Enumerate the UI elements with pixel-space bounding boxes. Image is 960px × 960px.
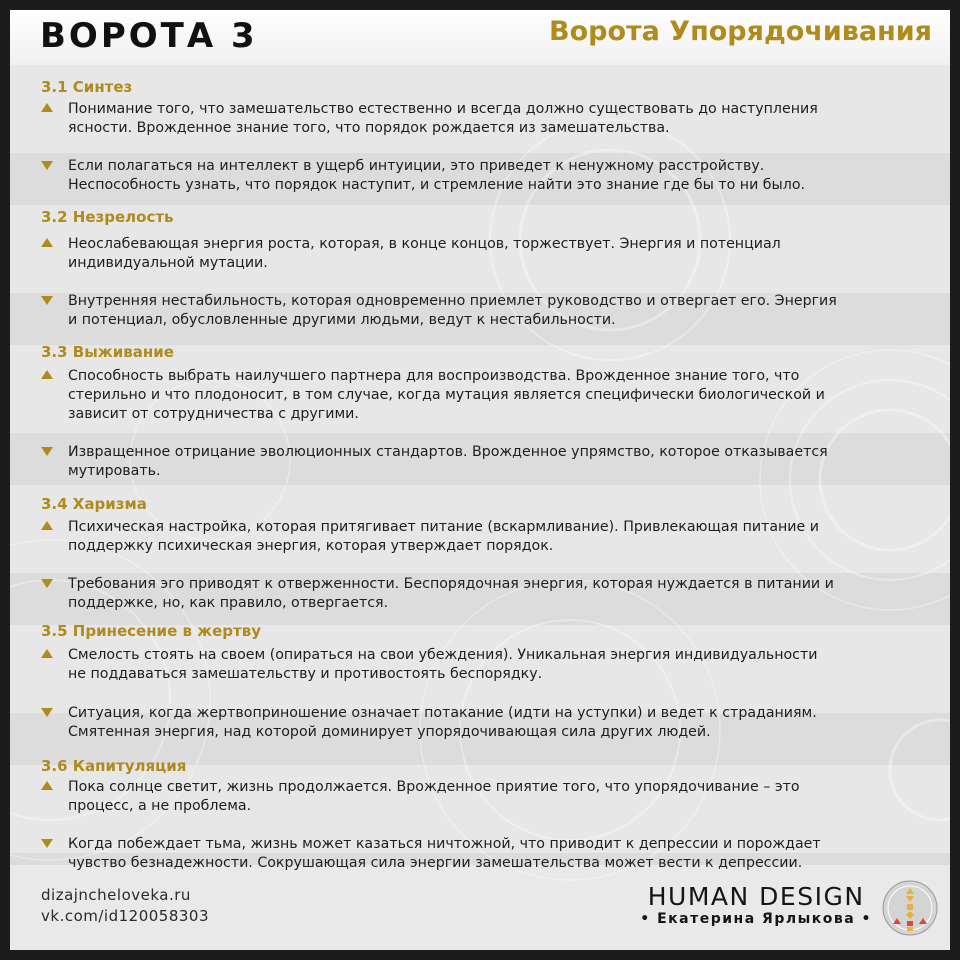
triangle-down-icon <box>41 161 53 170</box>
vk-link[interactable]: vk.com/id120058303 <box>41 907 210 925</box>
line-text: Когда побеждает тьма, жизнь может казаться ничтожной, что приводит к депрессии и порождает чувство безнадежности. Сокрушающая сила энергии замешательства может вести к депрессии. <box>68 836 821 871</box>
section-heading: 3.1 Синтез <box>41 78 133 96</box>
page-subtitle: Ворота Упорядочивания <box>549 16 932 47</box>
triangle-down-icon <box>41 839 53 848</box>
triangle-down-icon <box>41 579 53 588</box>
section-heading: 3.6 Капитуляция <box>41 757 187 775</box>
brand-block <box>640 883 872 927</box>
line-text: Пока солнце светит, жизнь продолжается. Врожденное приятие того, что упорядочивание – это процесс, а не проблема. <box>68 779 800 814</box>
triangle-up-icon <box>41 103 53 112</box>
line-text: Способность выбрать наилучшего партнера для воспроизводства. Врожденное знание того, что стерильно и что плодоносит, в том случае, когда мутация является специфически биологической и зависит от сотрудничества с другими. <box>68 368 825 422</box>
line-text: Ситуация, когда жертвоприношение означает потакание (идти на уступки) и ведет к страданиям. Смятенная энергия, над которой доминирует упорядочивающая сила других людей. <box>68 705 817 740</box>
triangle-up-icon <box>41 370 53 379</box>
line-text: Понимание того, что замешательство естественно и всегда должно существовать до наступления ясности. Врожденное знание того, что порядок рождается из замешательства. <box>68 101 818 136</box>
line-text: Смелость стоять на своем (опираться на свои убеждения). Уникальная энергия индивидуальности не поддаваться замешательству и противостоять беспорядку. <box>68 647 818 682</box>
line-text: Извращенное отрицание эволюционных стандартов. Врожденное упрямство, которое отказывается мутировать. <box>68 444 828 479</box>
triangle-down-icon <box>41 296 53 305</box>
bodygraph-logo-icon <box>882 880 938 936</box>
triangle-up-icon <box>41 781 53 790</box>
triangle-up-icon <box>41 521 53 530</box>
triangle-down-icon <box>41 708 53 717</box>
line-text: Внутренняя нестабильность, которая одновременно приемлет руководство и отвергает его. Энергия и потенциал, обусловленные другими людьми, ведут к нестабильности. <box>68 293 837 328</box>
section-heading: 3.4 Харизма <box>41 495 147 513</box>
page-frame <box>10 10 950 950</box>
contact-info <box>41 885 209 927</box>
brand-name: HUMAN DESIGN <box>647 882 865 911</box>
line-text: Требования эго приводят к отверженности. Беспорядочная энергия, которая нуждается в питании и поддержке, но, как правило, отвергается. <box>68 576 834 611</box>
line-text: Психическая настройка, которая притягивает питание (вскармливание). Привлекающая питание и поддержку психическая энергия, которая утверждает порядок. <box>68 519 819 554</box>
section-heading: 3.2 Незрелость <box>41 208 174 226</box>
author-name: • Екатерина Ярлыкова • <box>640 911 872 927</box>
triangle-down-icon <box>41 447 53 456</box>
triangle-up-icon <box>41 238 53 247</box>
line-text: Неослабевающая энергия роста, которая, в конце концов, торжествует. Энергия и потенциал индивидуальной мутации. <box>68 236 781 271</box>
site-link[interactable]: dizajncheloveka.ru <box>41 886 191 904</box>
header-bar <box>10 10 950 65</box>
section-heading: 3.3 Выживание <box>41 343 174 361</box>
line-text: Если полагаться на интеллект в ущерб интуиции, это приведет к ненужному расстройству. Неспособность узнать, что порядок наступит, и стремление найти это знание где бы то ни было. <box>68 158 806 193</box>
triangle-up-icon <box>41 649 53 658</box>
section-heading: 3.5 Принесение в жертву <box>41 622 261 640</box>
page-title: ВОРОТА 3 <box>40 16 258 56</box>
